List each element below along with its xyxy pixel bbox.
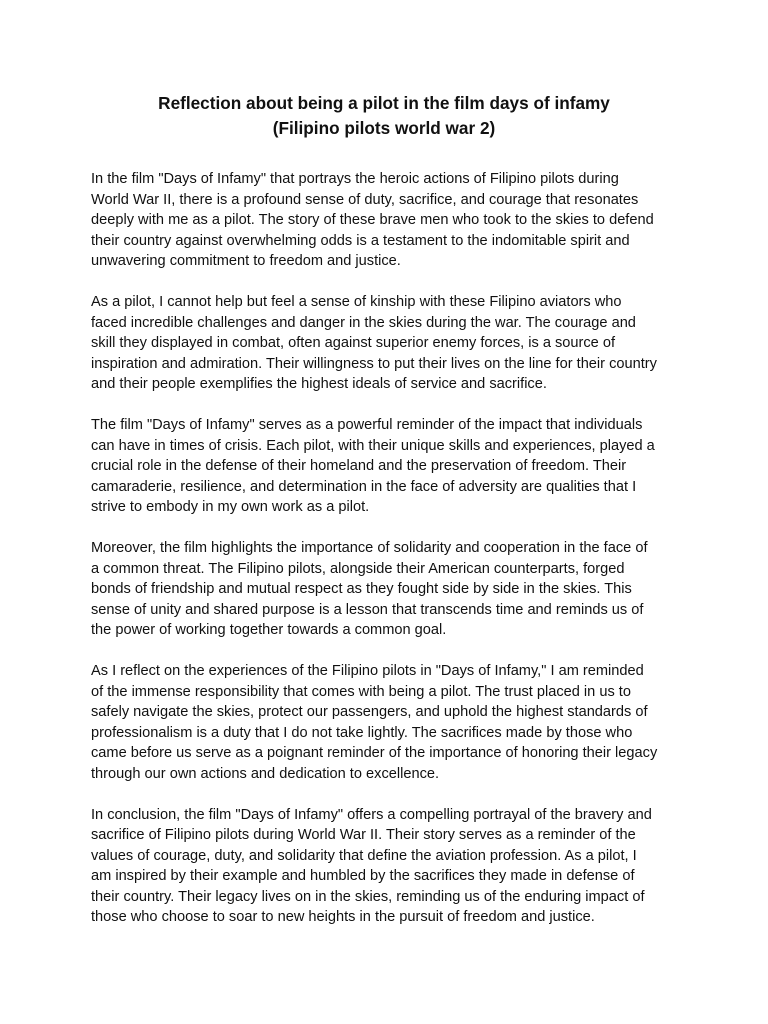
text-line: skill they displayed in combat, often against superior enemy forces, is a source of — [91, 335, 616, 352]
text-line: bonds of friendship and mutual respect as they fought side by side in the skies. This — [91, 581, 632, 598]
text-line: deeply with me as a pilot. The story of these brave men who took to the skies to defend — [91, 212, 654, 228]
document-title — [0, 91, 768, 141]
text-line: strive to embody in my own work as a pilot. — [91, 499, 370, 516]
text-line: am inspired by their example and humbled by the sacrifices they made in defense of — [91, 868, 635, 885]
document-body — [91, 169, 691, 949]
text-line: As I reflect on the experiences of the Filipino pilots in "Days of Infamy," I am reminded — [91, 663, 644, 680]
text-line: professionalism is a duty that I do not take lightly. The sacrifices made by those who — [91, 724, 633, 741]
text-line: their country. Their legacy lives on in the skies, reminding us of the enduring impact of — [91, 888, 645, 905]
text-line: came before us serve as a poignant reminder of the importance of honoring their legacy — [91, 745, 658, 762]
text-line: In the film "Days of Infamy" that portrays the heroic actions of Filipino pilots during — [91, 171, 619, 187]
text-line: a common threat. The Filipino pilots, alongside their American counterparts, forged — [91, 560, 625, 577]
text-line: faced incredible challenges and danger in the skies during the war. The courage and — [91, 314, 636, 331]
text-line: In conclusion, the film "Days of Infamy" offers a compelling portrayal of the bravery and — [91, 806, 652, 823]
paragraph — [91, 661, 691, 784]
text-line: sacrifice of Filipino pilots during World War II. Their story serves as a reminder of the — [91, 827, 636, 844]
text-line: World War II, there is a profound sense of duty, sacrifice, and courage that resonates — [91, 191, 639, 208]
text-line: The film "Days of Infamy" serves as a powerful reminder of the impact that individuals — [91, 417, 643, 434]
text-line: the power of working together towards a common goal. — [91, 622, 447, 639]
paragraph — [91, 538, 691, 641]
title-line: Reflection about being a pilot in the film days of infamy — [158, 93, 610, 113]
text-line: Moreover, the film highlights the importance of solidarity and cooperation in the face of — [91, 540, 648, 557]
text-line: of the immense responsibility that comes with being a pilot. The trust placed in us to — [91, 683, 631, 700]
text-line: can have in times of crisis. Each pilot, with their unique skills and experiences, played a — [91, 437, 655, 454]
text-line: camaraderie, resilience, and determination in the face of adversity are qualities that I — [91, 478, 637, 495]
text-line: and their people exemplifies the highest ideals of service and sacrifice. — [91, 376, 547, 393]
text-line: values of courage, duty, and solidarity that define the aviation profession. As a pilot, I — [91, 847, 637, 864]
text-line: inspiration and admiration. Their willingness to put their lives on the line for their country — [91, 355, 657, 372]
text-line: those who choose to soar to new heights in the pursuit of freedom and justice. — [91, 909, 595, 926]
paragraph — [91, 415, 691, 518]
text-line: sense of unity and shared purpose is a lesson that transcends time and reminds us of — [91, 601, 644, 618]
text-line: their country against overwhelming odds is a testament to the indomitable spirit and — [91, 232, 630, 249]
text-line: unwavering commitment to freedom and justice. — [91, 253, 401, 269]
text-line: through our own actions and dedication to excellence. — [91, 765, 440, 782]
paragraph — [91, 805, 691, 928]
text-line: As a pilot, I cannot help but feel a sense of kinship with these Filipino aviators who — [91, 294, 622, 311]
paragraph — [91, 169, 691, 272]
text-line: safely navigate the skies, protect our passengers, and uphold the highest standards of — [91, 704, 648, 721]
paragraph — [91, 292, 691, 395]
title-line: (Filipino pilots world war 2) — [272, 118, 496, 138]
text-line: crucial role in the defense of their homeland and the preservation of freedom. Their — [91, 458, 627, 475]
